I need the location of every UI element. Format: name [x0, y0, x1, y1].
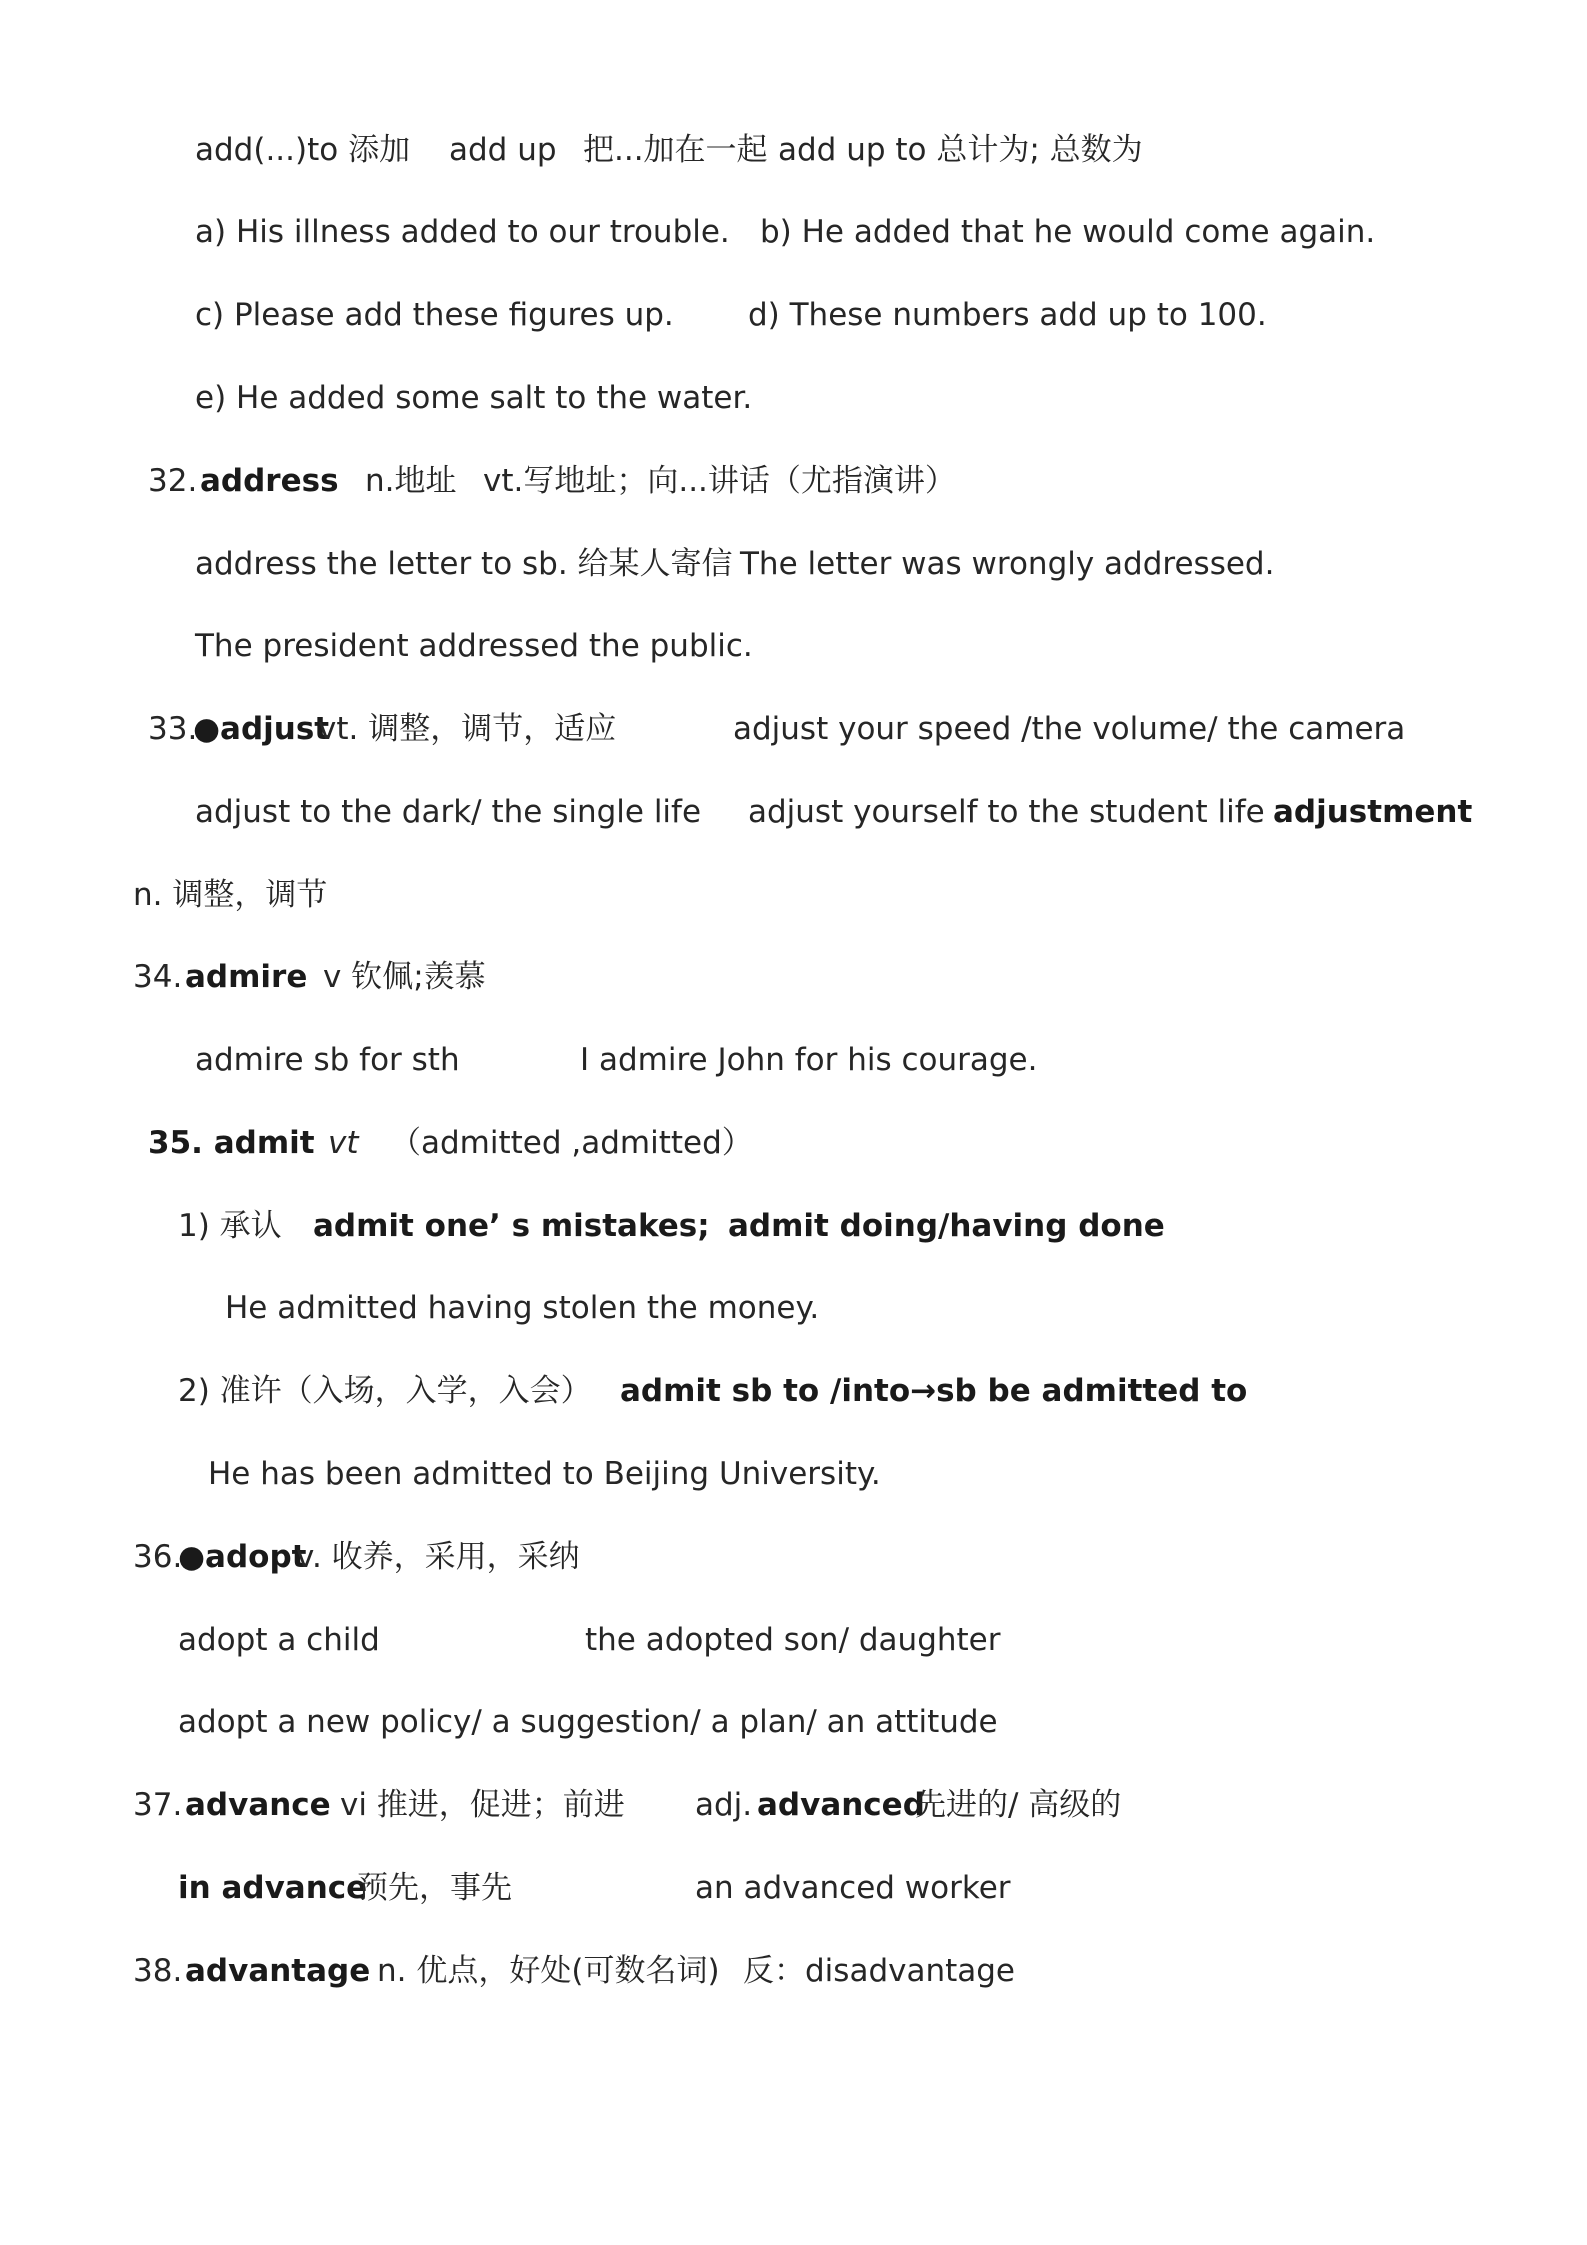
text-segment: 反：disadvantage: [743, 1953, 1016, 1989]
text-segment: adj.: [695, 1787, 753, 1823]
text-segment: 34.: [133, 959, 183, 995]
text-segment: add up to 总计为; 总数为: [778, 132, 1143, 168]
text-line: [0, 456, 1587, 506]
text-segment: 33.: [148, 711, 198, 747]
text-line: [0, 1697, 1587, 1747]
text-line: [0, 1449, 1587, 1499]
text-segment: c) Please add these figures up.: [195, 297, 674, 333]
text-segment: e) He added some salt to the water.: [195, 380, 753, 416]
text-line: [0, 1118, 1587, 1168]
bold-term: adjustment: [1273, 794, 1473, 830]
text-segment: I admire John for his courage.: [580, 1042, 1038, 1078]
text-line: [0, 1035, 1587, 1085]
text-segment: 36.: [133, 1539, 183, 1575]
text-line: [0, 1201, 1587, 1251]
text-segment: 38.: [133, 1953, 183, 1989]
text-line: [0, 125, 1587, 175]
text-segment: the adopted son/ daughter: [585, 1622, 1001, 1658]
text-segment: adjust yourself to the student life: [748, 794, 1265, 830]
text-segment: The letter was wrongly addressed.: [740, 546, 1275, 582]
text-segment: v 钦佩;羡慕: [323, 959, 486, 995]
text-line: [0, 1946, 1587, 1996]
text-segment: add up: [449, 132, 557, 168]
bold-term: admit sb to /into→sb be admitted to: [620, 1373, 1248, 1409]
bold-term: admit one’ s mistakes;: [313, 1208, 710, 1244]
text-segment: admire sb for sth: [195, 1042, 460, 1078]
text-line: [0, 952, 1587, 1002]
bold-term: address: [200, 463, 339, 499]
text-segment: 预先，事先: [357, 1870, 512, 1906]
text-line: [0, 704, 1587, 754]
bold-term: admire: [185, 959, 308, 995]
text-line: [0, 1532, 1587, 1582]
text-segment: an advanced worker: [695, 1870, 1011, 1906]
text-segment: n. 调整，调节: [133, 877, 328, 913]
text-segment: adjust to the dark/ the single life: [195, 794, 702, 830]
text-segment: （admitted ,admitted）: [390, 1125, 753, 1161]
text-segment: a) His illness added to our trouble.: [195, 214, 730, 250]
text-segment: 32.: [148, 463, 198, 499]
text-segment: vt.写地址；向...讲话（尤指演讲）: [483, 463, 956, 499]
text-line: [0, 870, 1587, 920]
text-segment: add(...)to 添加: [195, 132, 411, 168]
text-line: [0, 787, 1587, 837]
text-segment: 把...加在一起: [583, 132, 768, 168]
text-line: [0, 290, 1587, 340]
bold-term: admit doing/having done: [728, 1208, 1165, 1244]
text-line: [0, 1863, 1587, 1913]
text-segment: 先进的/ 高级的: [915, 1787, 1122, 1823]
bold-term: advantage: [185, 1953, 371, 1989]
bold-term: advanced: [757, 1787, 925, 1823]
text-segment: adjust your speed /the volume/ the camera: [733, 711, 1406, 747]
text-segment: b) He added that he would come again.: [760, 214, 1376, 250]
text-segment: He has been admitted to Beijing University.: [208, 1456, 881, 1492]
text-segment: n. 优点，好处(可数名词): [377, 1953, 720, 1989]
text-line: [0, 373, 1587, 423]
bold-term: ●adjust: [193, 711, 330, 747]
bold-term: in advance: [178, 1870, 368, 1906]
text-line: [0, 1780, 1587, 1830]
text-line: [0, 1615, 1587, 1665]
text-line: [0, 1366, 1587, 1416]
text-line: [0, 207, 1587, 257]
text-segment: vt: [328, 1125, 359, 1161]
text-segment: The president addressed the public.: [195, 628, 753, 664]
text-segment: address the letter to sb. 给某人寄信: [195, 546, 733, 582]
text-segment: 37.: [133, 1787, 183, 1823]
text-segment: adopt a new policy/ a suggestion/ a plan/ an attitude: [178, 1704, 998, 1740]
text-segment: vt. 调整，调节，适应: [318, 711, 617, 747]
bold-term: 35. admit: [148, 1125, 315, 1161]
bold-term: ●adopt: [178, 1539, 307, 1575]
text-segment: 2) 准许（入场，入学，入会）: [178, 1373, 592, 1409]
text-line: [0, 539, 1587, 589]
text-segment: He admitted having stolen the money.: [225, 1290, 820, 1326]
text-line: [0, 1283, 1587, 1333]
text-segment: vi 推进，促进；前进: [340, 1787, 625, 1823]
text-segment: 1) 承认: [178, 1208, 282, 1244]
text-segment: v. 收养，采用，采纳: [296, 1539, 580, 1575]
text-segment: d) These numbers add up to 100.: [748, 297, 1267, 333]
text-segment: adopt a child: [178, 1622, 380, 1658]
text-line: [0, 621, 1587, 671]
text-segment: n.地址: [365, 463, 457, 499]
bold-term: advance: [185, 1787, 331, 1823]
